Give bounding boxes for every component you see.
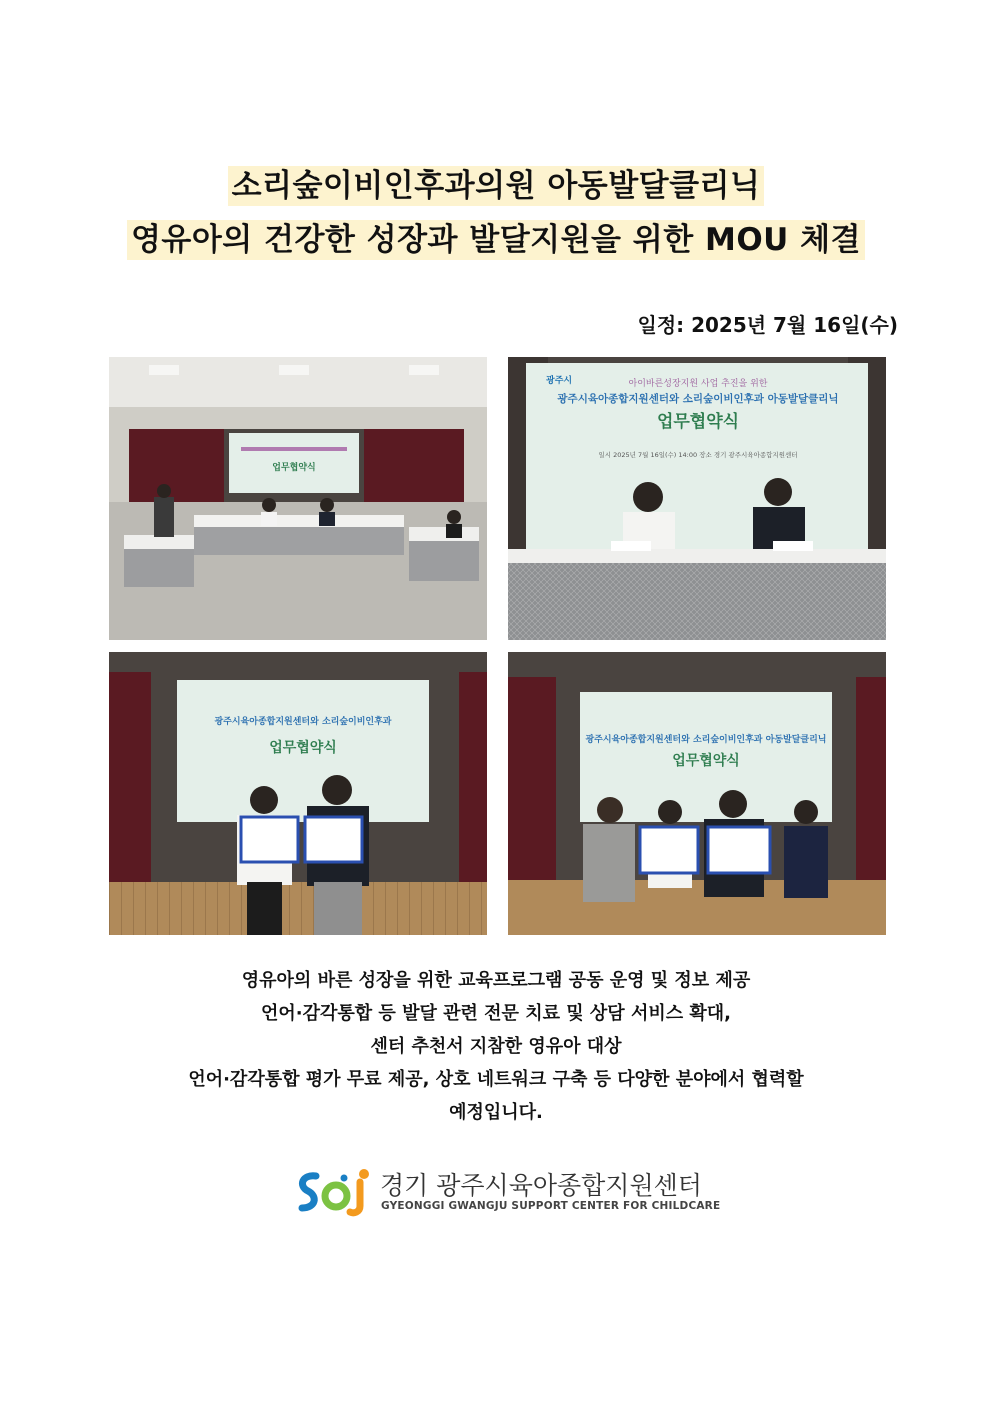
svg-text:광주시육아종합지원센터와 소리숲이비인후과: 광주시육아종합지원센터와 소리숲이비인후과 — [214, 717, 392, 727]
svg-text:광주시육아종합지원센터와 소리숲이비인후과 아동발달클리닉: 광주시육아종합지원센터와 소리숲이비인후과 아동발달클리닉 — [585, 735, 827, 745]
title-text-1: 소리숲이비인후과의원 아동발달클리닉 — [228, 166, 765, 206]
body-line: 센터 추천서 지참한 영유아 대상 — [370, 1036, 622, 1057]
photo-agreement-group — [508, 652, 886, 935]
center-logo-icon — [294, 1166, 376, 1218]
banner-info: 일시 2025년 7월 16일(수) 14:00 장소 경기 광주시육아종합지원센터 — [598, 451, 798, 459]
center-logo — [294, 1164, 721, 1220]
banner-main: 광주시육아종합지원센터와 소리숲이비인후과 아동발달클리닉 — [557, 393, 839, 405]
title-text-2: 영유아의 건강한 성장과 발달지원을 위한 MOU 체결 — [127, 220, 865, 260]
svg-text:업무협약식: 업무협약식 — [269, 740, 337, 756]
body-line: 언어·감각통합 등 발달 관련 전문 치료 및 상담 서비스 확대, — [261, 1003, 731, 1024]
body-text — [80, 964, 912, 1129]
photo-signing-seated — [508, 357, 886, 640]
photo-room-overview — [109, 357, 487, 640]
body-line: 예정입니다. — [449, 1102, 543, 1123]
photo-agreement-two — [109, 652, 487, 935]
title-line-2 — [0, 214, 992, 259]
body-line: 영유아의 바른 성장을 위한 교육프로그램 공동 운영 및 정보 제공 — [241, 970, 751, 991]
banner-city: 광주시 — [546, 376, 573, 386]
title-line-1 — [0, 160, 992, 205]
event-date: 일정: 2025년 7월 16일(수) — [637, 313, 898, 337]
banner-ceremony: 업무협약식 — [656, 412, 740, 432]
banner-top: 아이바른성장지원 사업 추진을 위한 — [628, 379, 768, 389]
body-line: 언어·감각통합 평가 무료 제공, 상호 네트워크 구축 등 다양한 분야에서 협력할 — [188, 1069, 804, 1090]
svg-text:업무협약식: 업무협약식 — [672, 753, 740, 769]
logo-name-korean: 경기 광주시육아종합지원센터 — [380, 1171, 702, 1200]
logo-name-english: GYEONGGI GWANGJU SUPPORT CENTER FOR CHILDCARE — [381, 1200, 721, 1212]
banner-text: 업무협약식 — [272, 463, 316, 473]
